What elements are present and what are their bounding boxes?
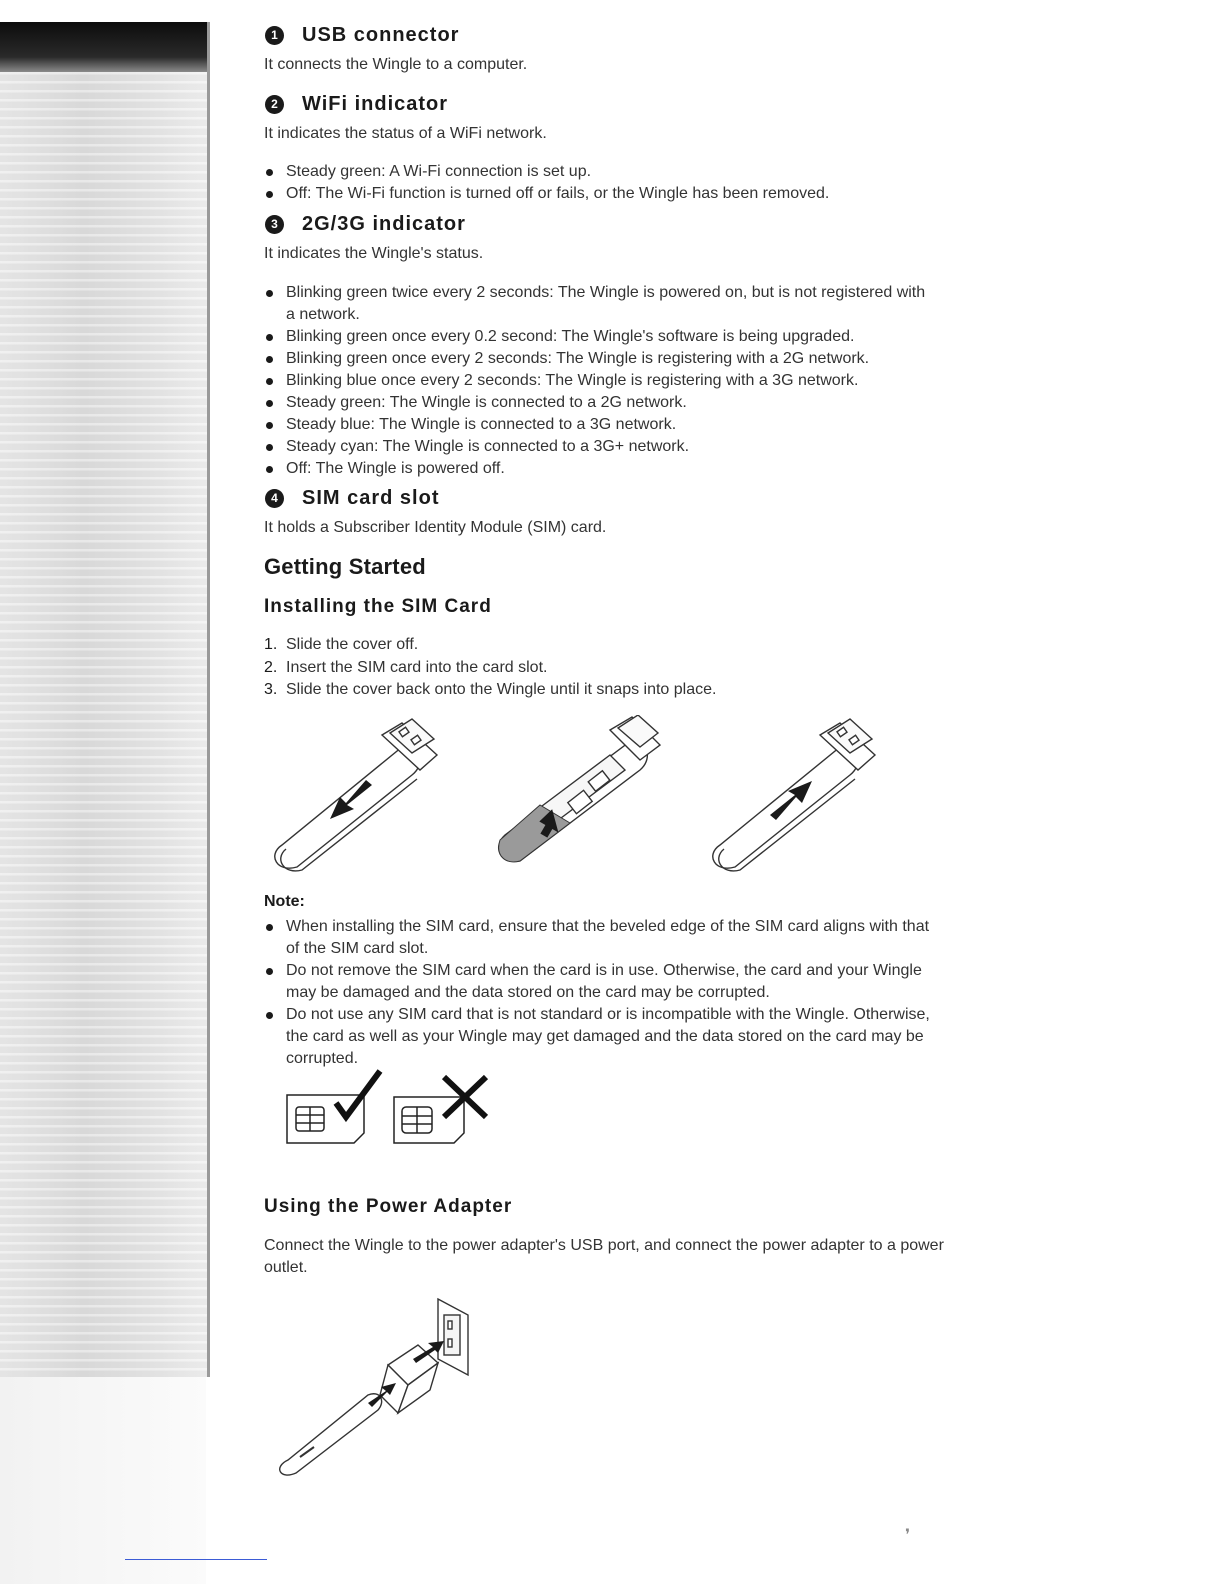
item-heading xyxy=(264,207,964,241)
list-item: Steady cyan: The Wingle is connected to a 3G+ network. xyxy=(264,436,934,458)
item-wifi-indicator xyxy=(264,87,964,205)
list-item: Blinking green once every 0.2 second: The Wingle's software is being upgraded. xyxy=(264,326,934,348)
item-description: It connects the Wingle to a computer. xyxy=(264,56,528,73)
footer-link-underline xyxy=(125,1559,267,1560)
list-item: Steady green: The Wingle is connected to a 2G network. xyxy=(264,392,934,414)
scan-edge xyxy=(207,22,210,1377)
step-item: 1. Slide the cover off. xyxy=(264,636,419,653)
item-heading xyxy=(264,87,964,121)
number-badge-icon: 2 xyxy=(265,95,284,114)
item-description: It indicates the status of a WiFi network. xyxy=(264,125,547,142)
list-item: Blinking blue once every 2 seconds: The Wingle is registering with a 3G network. xyxy=(264,370,934,392)
scan-speck: ❜ xyxy=(905,1527,911,1544)
subsection-title-sim: Installing the SIM Card xyxy=(264,596,492,617)
list-item: Steady blue: The Wingle is connected to a 3G network. xyxy=(264,414,934,436)
sim-orientation-illustration xyxy=(284,1065,504,1147)
list-item: Steady green: A Wi-Fi connection is set up. xyxy=(264,161,964,183)
section-title-getting-started: Getting Started xyxy=(264,554,426,579)
list-item: Do not remove the SIM card when the card is in use. Otherwise, the card and your Wingle may be damaged and the data stored on the card may be corrupted. xyxy=(264,960,944,1004)
list-item: When installing the SIM card, ensure that the beveled edge of the SIM card aligns with that of the SIM card slot. xyxy=(264,916,944,960)
scan-lines xyxy=(0,72,210,1377)
item-sim-card-slot xyxy=(264,481,964,539)
power-adapter-illustration xyxy=(268,1295,483,1480)
sim-install-steps xyxy=(264,634,964,702)
slide-cover-off-illustration xyxy=(262,715,462,880)
list-item: Do not use any SIM card that is not standard or is incompatible with the Wingle. Otherwise, the card as well as your Wingle may get damaged and the data stored on the card may be corrupted. xyxy=(264,1004,944,1070)
step-item: 3. Slide the cover back onto the Wingle until it snaps into place. xyxy=(264,681,717,698)
scan-margin-strip xyxy=(0,22,210,1377)
item-title: WiFi indicator xyxy=(302,92,449,115)
item-usb-connector xyxy=(264,18,964,76)
insert-sim-illustration xyxy=(490,715,690,880)
note-list xyxy=(264,916,944,1070)
slide-cover-on-illustration xyxy=(700,715,900,880)
item-2g3g-indicator xyxy=(264,207,964,480)
number-badge-icon: 1 xyxy=(265,26,284,45)
step-item: 2. Insert the SIM card into the card slot. xyxy=(264,658,548,676)
wingle-icon xyxy=(280,1394,382,1475)
item-description: It holds a Subscriber Identity Module (SIM) card. xyxy=(264,519,607,536)
note-title: Note: xyxy=(264,893,305,910)
subsection-title-power: Using the Power Adapter xyxy=(264,1196,513,1217)
network-status-list xyxy=(264,282,934,480)
item-title: SIM card slot xyxy=(302,486,440,509)
number-badge-icon: 3 xyxy=(265,215,284,234)
item-heading xyxy=(264,18,964,52)
list-item: Blinking green twice every 2 seconds: The Wingle is powered on, but is not registered with a network. xyxy=(264,282,934,326)
item-title: USB connector xyxy=(302,23,460,46)
power-description: Connect the Wingle to the power adapter's USB port, and connect the power adapter to a power outlet. xyxy=(264,1237,944,1276)
item-description: It indicates the Wingle's status. xyxy=(264,245,484,262)
number-badge-icon: 4 xyxy=(265,489,284,508)
item-title: 2G/3G indicator xyxy=(302,212,466,235)
scan-margin-lower xyxy=(0,1377,206,1584)
item-heading xyxy=(264,481,964,515)
wifi-status-list xyxy=(264,161,964,205)
list-item: Blinking green once every 2 seconds: The Wingle is registering with a 2G network. xyxy=(264,348,934,370)
list-item: Off: The Wingle is powered off. xyxy=(264,458,934,480)
scan-dark-band xyxy=(0,22,210,72)
sim-card-correct-icon xyxy=(287,1095,364,1143)
list-item: Off: The Wi-Fi function is turned off or fails, or the Wingle has been removed. xyxy=(264,183,964,205)
